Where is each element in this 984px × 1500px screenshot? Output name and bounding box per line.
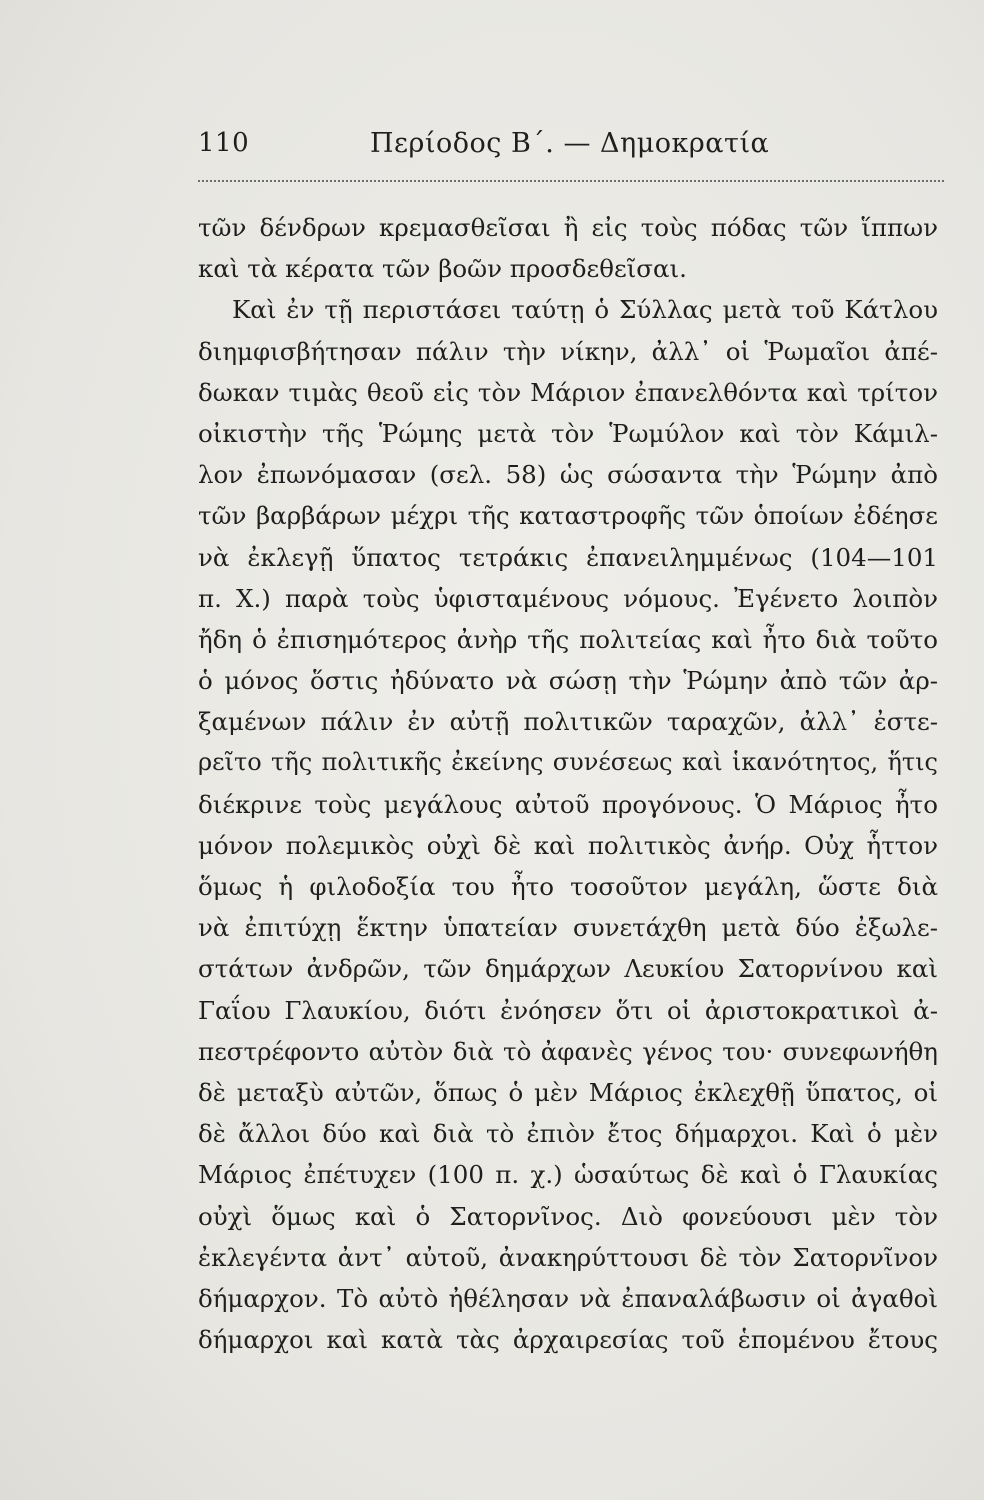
text-line: νὰ ἐπιτύχῃ ἕκτην ὑπατείαν συνετάχθη μετὰ δύο ἐξωλε- xyxy=(198,913,938,943)
text-line: διέκρινε τοὺς μεγάλους αὐτοῦ προγόνους. Ὁ Μάριος ἦτο xyxy=(198,789,938,819)
text-line: τῶν δένδρων κρεμασθεῖσαι ἢ εἰς τοὺς πόδας τῶν ἵππων xyxy=(198,213,938,242)
text-line: στάτων ἀνδρῶν, τῶν δημάρχων Λευκίου Σατορνίνου καὶ xyxy=(198,954,938,984)
text-line: ἐκλεγέντα ἀντ᾽ αὐτοῦ, ἀνακηρύττουσι δὲ τὸν Σατορνῖνον xyxy=(198,1242,938,1272)
text-line: λον ἐπωνόμασαν (σελ. 58) ὡς σώσαντα τὴν Ῥώμην ἀπὸ xyxy=(198,460,938,490)
body-text xyxy=(198,207,938,1360)
text-line: ἤδη ὁ ἐπισημότερος ἀνὴρ τῆς πολιτείας καὶ ἦτο διὰ τοῦτο xyxy=(198,624,938,654)
text-line: τῶν βαρβάρων μέχρι τῆς καταστροφῆς τῶν ὁποίων ἐδέησε xyxy=(198,501,938,531)
text-line: ὅμως ἡ φιλοδοξία του ἦτο τοσοῦτον μεγάλη, ὥστε διὰ xyxy=(198,872,938,901)
text-line: δὲ ἄλλοι δύο καὶ διὰ τὸ ἐπιὸν ἔτος δήμαρχοι. Καὶ ὁ μὲν xyxy=(198,1119,938,1149)
text-line: ξαμένων πάλιν ἐν αὐτῇ πολιτικῶν ταραχῶν, ἀλλ᾽ ἐστε- xyxy=(198,707,938,737)
running-title: Περίοδος Β΄. — Δημοκρατία xyxy=(370,128,770,159)
text-line: ὁ μόνος ὅστις ἠδύνατο νὰ σώσῃ τὴν Ῥώμην ἀπὸ τῶν ἀρ- xyxy=(198,666,938,696)
page-number: 110 xyxy=(198,128,250,158)
text-line: πεστρέφοντο αὐτὸν διὰ τὸ ἀφανὲς γένος του· συνεφωνήθη xyxy=(198,1036,938,1066)
text-line: ρεῖτο τῆς πολιτικῆς ἐκείνης συνέσεως καὶ ἱκανότητος, ἥτις xyxy=(198,748,938,777)
text-line: οὐχὶ ὅμως καὶ ὁ Σατορνῖνος. Διὸ φονεύουσι μὲν τὸν xyxy=(198,1201,938,1231)
text-line: μόνον πολεμικὸς οὐχὶ δὲ καὶ πολιτικὸς ἀνήρ. Οὐχ ἧττον xyxy=(198,830,938,860)
text-line: καὶ τὰ κέρατα τῶν βοῶν προσδεθεῖσαι. xyxy=(198,254,687,284)
text-line: νὰ ἐκλεγῇ ὕπατος τετράκις ἐπανειλημμένως (104—101 xyxy=(198,542,938,572)
header-rule xyxy=(198,180,944,182)
text-line: Μάριος ἐπέτυχεν (100 π. χ.) ὡσαύτως δὲ καὶ ὁ Γλαυκίας xyxy=(198,1160,938,1190)
text-line: δωκαν τιμὰς θεοῦ εἰς τὸν Μάριον ἐπανελθόντα καὶ τρίτον xyxy=(198,377,938,407)
text-line: δήμαρχοι καὶ κατὰ τὰς ἀρχαιρεσίας τοῦ ἑπομένου ἔτους xyxy=(198,1325,938,1355)
text-line: διημφισβήτησαν πάλιν τὴν νίκην, ἀλλ᾽ οἱ Ῥωμαῖοι ἀπέ- xyxy=(198,336,938,366)
text-line: π. Χ.) παρὰ τοὺς ὑφισταμένους νόμους. Ἐγένετο λοιπὸν xyxy=(198,583,938,613)
text-line: Γαΐου Γλαυκίου, διότι ἐνόησεν ὅτι οἱ ἀριστοκρατικοὶ ἀ- xyxy=(198,995,938,1025)
paragraph-start-line: Καὶ ἐν τῇ περιστάσει ταύτῃ ὁ Σύλλας μετὰ τοῦ Κάτλου xyxy=(232,295,938,325)
text-line: οἰκιστὴν τῆς Ῥώμης μετὰ τὸν Ῥωμύλον καὶ τὸν Κάμιλ- xyxy=(198,418,938,448)
text-line: δήμαρχον. Τὸ αὐτὸ ἠθέλησαν νὰ ἐπαναλάβωσιν οἱ ἀγαθοὶ xyxy=(198,1283,938,1313)
text-line: δὲ μεταξὺ αὐτῶν, ὅπως ὁ μὲν Μάριος ἐκλεχθῇ ὕπατος, οἱ xyxy=(198,1077,938,1107)
page-header xyxy=(198,128,938,168)
